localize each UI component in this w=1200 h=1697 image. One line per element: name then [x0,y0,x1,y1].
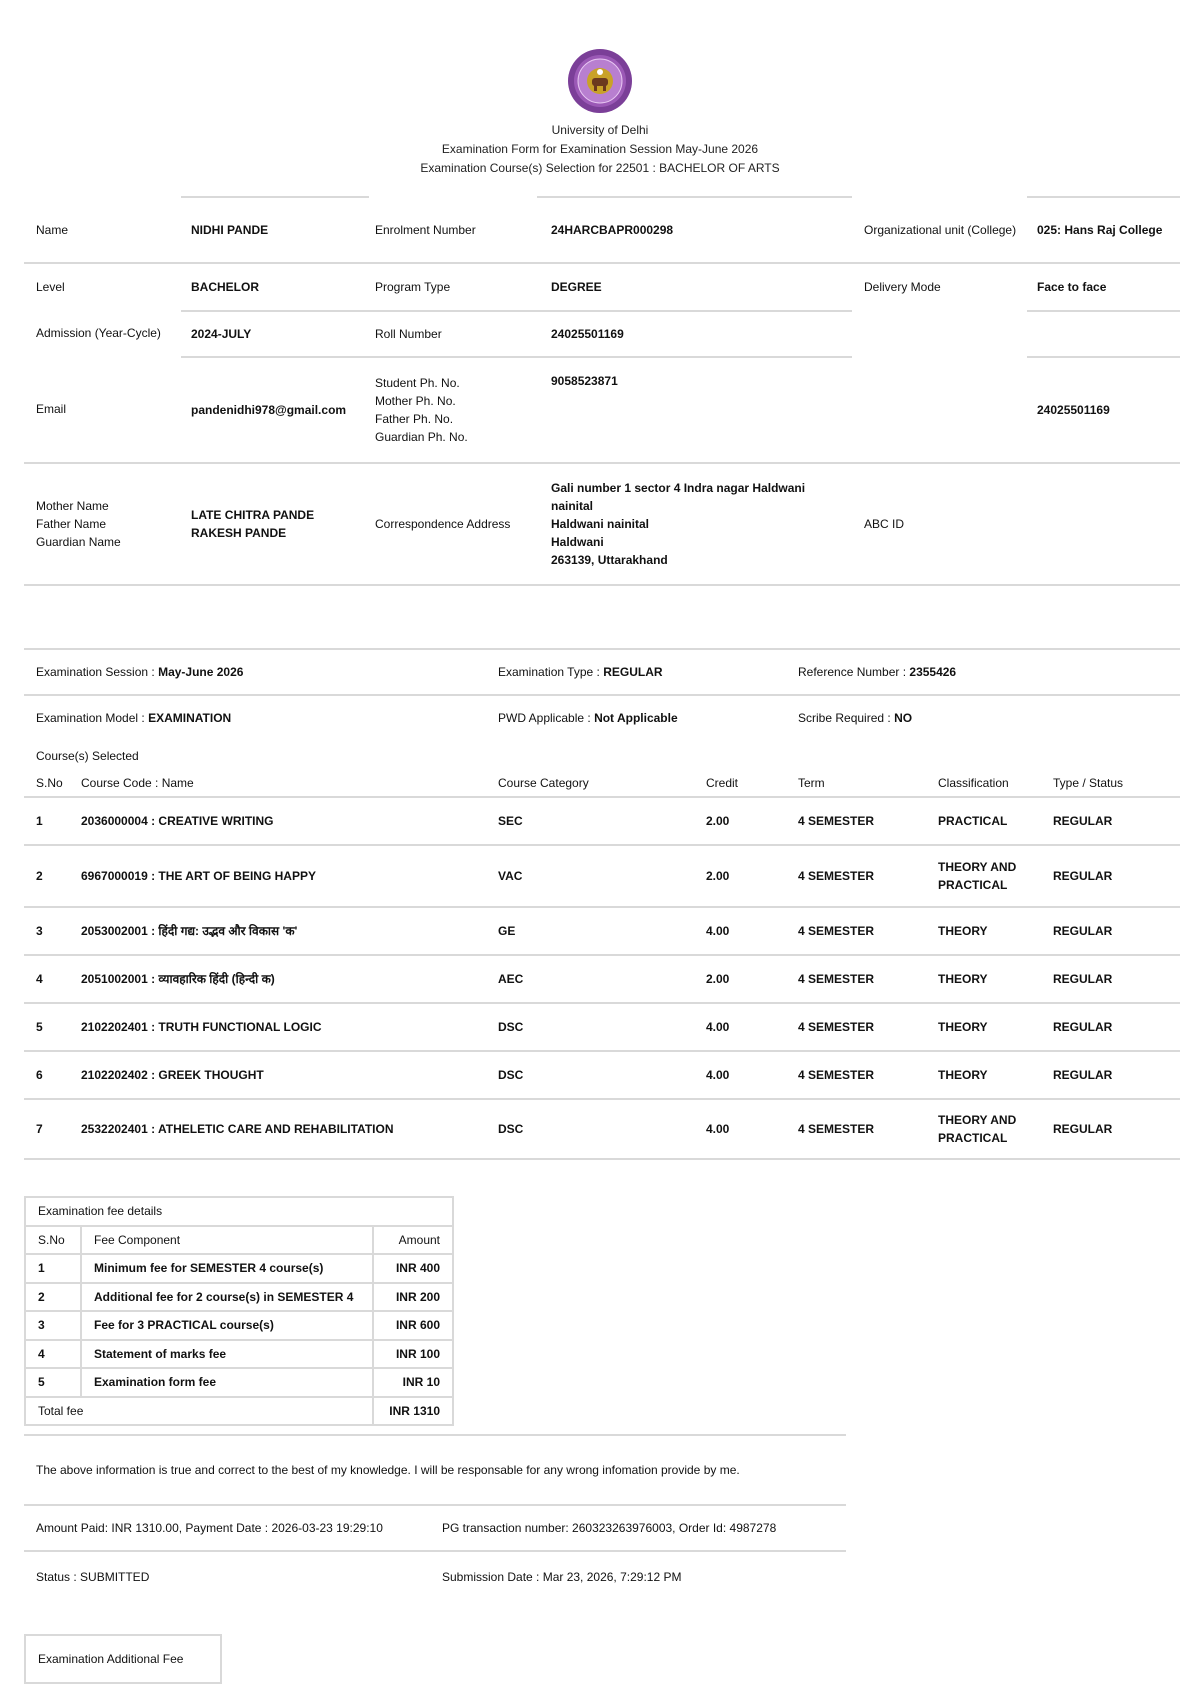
fee-row [25,1311,453,1340]
mother-name-label: Mother Name [36,499,109,513]
course-credit: 2.00 [706,869,730,883]
address-line-4: 263139, Uttarakhand [551,553,668,567]
fee-table [24,1196,454,1426]
course-code-name: 2053002001 : हिंदी गद्य: उद्भव और विकास 'क' [81,924,298,938]
course-term: 4 SEMESTER [798,869,875,883]
course-classification: THEORY [938,1020,988,1034]
fee-col-amount: Amount [373,1226,453,1255]
total-fee-value: INR 1310 [373,1397,453,1426]
fee-col-sno: S.No [25,1226,81,1255]
course-code-name: 2102202401 : TRUTH FUNCTIONAL LOGIC [81,1020,322,1034]
fee-component: Examination form fee [81,1368,373,1397]
level-label: Level [36,280,65,294]
course-code-name: 2036000004 : CREATIVE WRITING [81,814,274,828]
courses-body [24,796,1180,1160]
fee-table-title: Examination fee details [25,1197,453,1226]
course-category: SEC [498,814,523,828]
exam-meta-row-1 [24,648,1180,694]
fee-row [25,1340,453,1369]
course-code-name: 2532202401 : ATHELETIC CARE AND REHABILITATION [81,1122,394,1136]
course-row [24,1050,1180,1098]
level-value: BACHELOR [191,280,259,294]
university-seal-logo [567,48,633,114]
fee-component: Additional fee for 2 course(s) in SEMESTER 4 [81,1283,373,1312]
course-type-status: REGULAR [1053,924,1113,938]
fee-sno: 3 [25,1311,81,1340]
col-category: Course Category [498,776,589,790]
course-term: 4 SEMESTER [798,972,875,986]
course-type-status: REGULAR [1053,814,1113,828]
course-classification: THEORY [938,924,988,938]
course-credit: 2.00 [706,814,730,828]
course-sno: 5 [36,1020,43,1034]
delivery-label: Delivery Mode [864,280,941,294]
fee-rows [25,1254,453,1397]
course-term: 4 SEMESTER [798,1122,875,1136]
reference-value: 2355426 [909,665,957,679]
pwd-label: PWD Applicable : [498,711,591,725]
program-type-value: DEGREE [551,280,602,294]
course-category: VAC [498,869,523,883]
fee-component: Minimum fee for SEMESTER 4 course(s) [81,1254,373,1283]
course-credit: 4.00 [706,1020,730,1034]
parent-names [181,464,369,584]
enrolment-label: Enrolment Number [375,223,476,237]
course-credit: 4.00 [706,1122,730,1136]
course-credit: 4.00 [706,1068,730,1082]
fee-sno: 5 [25,1368,81,1397]
org-label: Organizational unit (College) [864,223,1017,237]
roll-label: Roll Number [369,310,537,356]
admission-row [24,310,1180,356]
reference-label: Reference Number : [798,665,907,679]
course-row [24,844,1180,906]
courses-heading: Course(s) Selected [36,749,139,763]
col-credit: Credit [706,776,739,790]
fee-sno: 4 [25,1340,81,1369]
payment-row [24,1506,846,1552]
family-row [24,462,1180,586]
course-row [24,796,1180,844]
admission-value: 2024-JULY [181,310,369,356]
course-row [24,906,1180,954]
form-title: Examination Form for Examination Session May-June 2026 [441,142,759,156]
course-classification: PRACTICAL [938,814,1008,828]
course-category: DSC [498,1068,524,1082]
selection-title: Examination Course(s) Selection for 22501 : BACHELOR OF ARTS [420,161,780,175]
courses-table [24,742,1180,1160]
abc-id-label: ABC ID [864,517,905,531]
course-type-status: REGULAR [1053,869,1113,883]
scribe-value: NO [894,711,913,725]
phone-labels [369,356,537,462]
course-category: DSC [498,1122,524,1136]
status-text: Status : SUBMITTED [36,1570,150,1584]
course-credit: 4.00 [706,924,730,938]
course-type-status: REGULAR [1053,1122,1113,1136]
guardian-name-label: Guardian Name [36,535,121,549]
course-sno: 7 [36,1122,43,1136]
course-sno: 4 [36,972,43,986]
fee-amount: INR 600 [373,1311,453,1340]
university-name: University of Delhi [551,123,649,137]
fee-row [25,1368,453,1397]
fee-sno: 2 [25,1283,81,1312]
submission-date-text: Submission Date : Mar 23, 2026, 7:29:12 PM [442,1570,682,1584]
fee-amount: INR 200 [373,1283,453,1312]
course-term: 4 SEMESTER [798,1020,875,1034]
status-row [24,1554,846,1600]
fee-component: Statement of marks fee [81,1340,373,1369]
col-term: Term [798,776,825,790]
org-value: 025: Hans Raj College [1027,196,1180,262]
col-classification: Classification [938,776,1009,790]
delivery-value: Face to face [1037,280,1107,294]
course-sno: 2 [36,869,43,883]
course-category: AEC [498,972,524,986]
course-sno: 6 [36,1068,43,1082]
col-type-status: Type / Status [1053,776,1124,790]
course-term: 4 SEMESTER [798,924,875,938]
course-term: 4 SEMESTER [798,814,875,828]
parent-labels [24,464,181,584]
transaction-text: PG transaction number: 260323263976003, Order Id: 4987278 [442,1521,777,1535]
email-row [24,356,1180,462]
level-row [24,262,1180,310]
form-header [0,48,1200,178]
course-category: GE [498,924,516,938]
admission-label: Admission (Year-Cycle) [36,326,161,340]
course-type-status: REGULAR [1053,1020,1113,1034]
course-credit: 2.00 [706,972,730,986]
exam-type-value: REGULAR [603,665,663,679]
roll-value: 24025501169 [537,310,852,356]
fee-row [25,1254,453,1283]
course-type-status: REGULAR [1053,1068,1113,1082]
session-label: Examination Session : [36,665,155,679]
course-sno: 3 [36,924,43,938]
address-line-2: Haldwani nainital [551,517,650,531]
fee-col-component: Fee Component [81,1226,373,1255]
exam-meta-row-2 [24,694,1180,740]
course-classification: THEORY [938,972,988,986]
phone-value: 9058523871 [537,356,852,462]
session-value: May-June 2026 [158,665,244,679]
course-classification: THEORY [938,1068,988,1082]
fee-row [25,1283,453,1312]
col-course: Course Code : Name [81,776,194,790]
course-code-name: 2102202402 : GREEK THOUGHT [81,1068,264,1082]
address-line-1: Gali number 1 sector 4 Indra nagar Haldwani nainital [551,481,806,513]
course-row [24,1002,1180,1050]
student-phone-label: Student Ph. No. [375,376,460,390]
scribe-label: Scribe Required : [798,711,891,725]
total-fee-label: Total fee [25,1397,373,1426]
course-code-name: 2051002001 : व्यावहारिक हिंदी (हिन्दी क) [81,972,275,986]
enrolment-value: 24HARCBAPR000298 [537,196,852,262]
email-value: pandenidhi978@gmail.com [181,356,369,462]
pwd-value: Not Applicable [594,711,678,725]
amount-paid-text: Amount Paid: INR 1310.00, Payment Date : 2026-03-23 19:29:10 [36,1521,383,1535]
model-value: EXAMINATION [148,711,232,725]
course-row [24,954,1180,1002]
guardian-phone-label: Guardian Ph. No. [375,430,468,444]
course-sno: 1 [36,814,43,828]
course-classification: THEORY AND PRACTICAL [938,1113,1017,1145]
address-line-3: Haldwani [551,535,604,549]
father-name-label: Father Name [36,517,107,531]
model-label: Examination Model : [36,711,145,725]
student-details [24,196,1180,586]
extra-id-value: 24025501169 [1027,356,1180,462]
course-code-name: 6967000019 : THE ART OF BEING HAPPY [81,869,316,883]
father-name: RAKESH PANDE [191,526,287,540]
fee-amount: INR 10 [373,1368,453,1397]
declaration-text: The above information is true and correct to the best of my knowledge. I will be responsable for any wrong infomation provide by me. [24,1434,846,1506]
name-label: Name [36,223,69,237]
mother-name: LATE CHITRA PANDE [191,508,315,522]
course-term: 4 SEMESTER [798,1068,875,1082]
fee-sno: 1 [25,1254,81,1283]
address-value [537,464,852,584]
courses-header-row [24,770,1180,796]
fee-amount: INR 400 [373,1254,453,1283]
course-row [24,1098,1180,1160]
mother-phone-label: Mother Ph. No. [375,394,456,408]
program-type-label: Program Type [375,280,451,294]
fee-component: Fee for 3 PRACTICAL course(s) [81,1311,373,1340]
course-classification: THEORY AND PRACTICAL [938,860,1017,892]
fee-amount: INR 100 [373,1340,453,1369]
examination-additional-fee-button[interactable]: Examination Additional Fee [24,1634,222,1684]
name-value: NIDHI PANDE [181,196,369,262]
course-type-status: REGULAR [1053,972,1113,986]
col-sno: S.No [36,776,63,790]
address-label: Correspondence Address [375,517,511,531]
course-category: DSC [498,1020,524,1034]
email-label: Email [36,402,67,416]
exam-type-label: Examination Type : [498,665,600,679]
father-phone-label: Father Ph. No. [375,412,454,426]
